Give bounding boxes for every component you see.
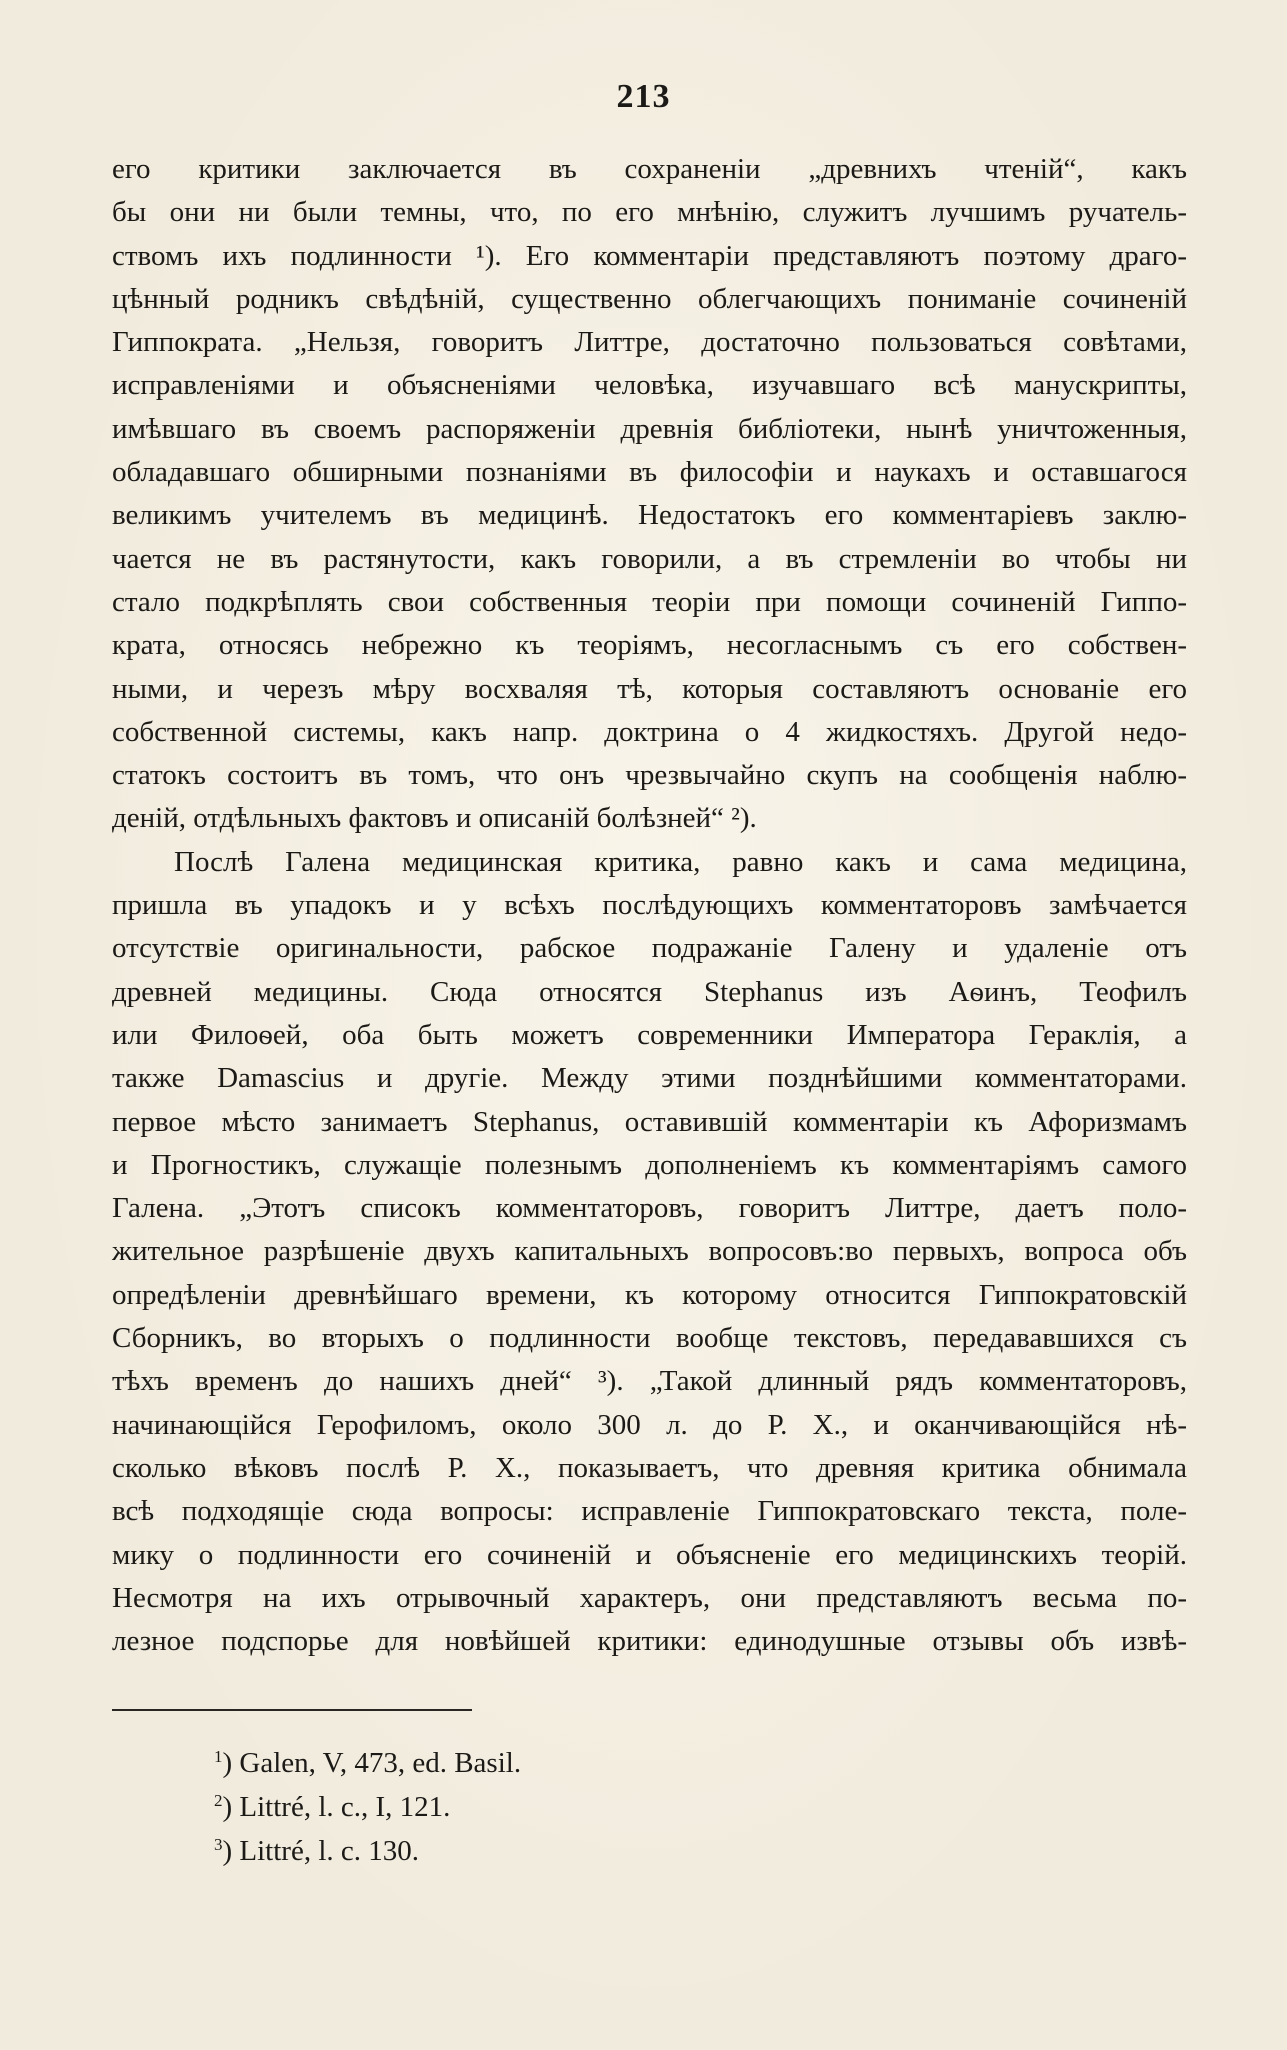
text-line: деній, отдѣльныхъ фактовъ и описаній болѣзней“ ²). [112, 802, 757, 835]
text-line: обладавшаго обширными познаніями въ философіи и наукахъ и оставшагося [112, 456, 1187, 489]
text-line: пришла въ упадокъ и у всѣхъ послѣдующихъ комментаторовъ замѣчается [112, 889, 1187, 922]
text-line: сколько вѣковъ послѣ Р. X., показываетъ, что древняя критика обнимала [112, 1451, 1187, 1484]
paragraph-start-line: Послѣ Галена медицинская критика, равно какъ и сама медицина, [174, 845, 1187, 878]
footnote-2 [214, 1779, 521, 1823]
footnotes [214, 1735, 521, 1867]
text-line: Сборникъ, во вторыхъ о подлинности вообще текстовъ, передававшихся съ [112, 1322, 1187, 1355]
text-line: цѣнный родникъ свѣдѣній, существенно облегчающихъ пониманіе сочиненій [112, 282, 1187, 315]
text-line: древней медицины. Сюда относятся Stephanus изъ Аѳинъ, Теофилъ [112, 975, 1187, 1008]
page-number: 213 [616, 78, 671, 115]
text-line: исправленіями и объясненіями человѣка, изучавшаго всѣ манускрипты, [112, 369, 1187, 402]
text-line: имѣвшаго въ своемъ распоряженіи древнія библіотеки, нынѣ уничтоженныя, [112, 412, 1187, 445]
footnote-text: ) Littré, l. c., I, 121. [222, 1791, 451, 1823]
text-line: опредѣленіи древнѣйшаго времени, къ которому относится Гиппократовскій [112, 1278, 1187, 1311]
footnote-mark: 3 [214, 1835, 223, 1854]
footnote-divider [112, 1709, 472, 1711]
footnote-text: ) Littré, l. c. 130. [222, 1835, 420, 1867]
text-line: всѣ подходящіе сюда вопросы: исправленіе Гиппократовскаго текста, поле- [112, 1495, 1187, 1528]
text-line: или Филоѳей, оба быть можетъ современники Императора Гераклія, а [112, 1018, 1187, 1051]
text-line: его критики заключается въ сохраненіи „древнихъ чтеній“, какъ [112, 153, 1187, 185]
text-line: начинающійся Герофиломъ, около 300 л. до Р. X., и оканчивающійся нѣ- [112, 1408, 1187, 1441]
footnote-text: ) Galen, V, 473, ed. Basil. [222, 1747, 522, 1779]
text-line: и Прогностикъ, служащіе полезнымъ дополненіемъ къ комментаріямъ самого [112, 1148, 1187, 1181]
text-line: крата, относясь небрежно къ теоріямъ, несогласнымъ съ его собствен- [112, 629, 1187, 662]
text-line: первое мѣсто занимаетъ Stephanus, оставившій комментаріи къ Афоризмамъ [112, 1105, 1187, 1138]
text-line: ствомъ ихъ подлинности ¹). Его комментаріи представляютъ поэтому драго- [112, 239, 1187, 272]
text-line: Гиппократа. „Нельзя, говоритъ Литтре, достаточно пользоваться совѣтами, [112, 326, 1187, 359]
text-line: статокъ состоитъ въ томъ, что онъ чрезвычайно скупъ на сообщенія наблю- [112, 759, 1187, 792]
text-line: также Damascius и другіе. Между этими позднѣйшими комментаторами. [112, 1062, 1187, 1095]
text-line: великимъ учителемъ въ медицинѣ. Недостатокъ его комментаріевъ заклю- [112, 499, 1187, 532]
text-line: чается не въ растянутости, какъ говорили, а въ стремленіи во чтобы ни [112, 542, 1187, 575]
text-line: тѣхъ временъ до нашихъ дней“ ³). „Такой длинный рядъ комментаторовъ, [112, 1365, 1187, 1398]
text-line: Несмотря на ихъ отрывочный характеръ, они представляютъ весьма по- [112, 1581, 1187, 1614]
footnote-mark: 1 [214, 1747, 223, 1766]
text-line: собственной системы, какъ напр. доктрина о 4 жидкостяхъ. Другой недо- [112, 715, 1187, 748]
text-line: Галена. „Этотъ списокъ комментаторовъ, говоритъ Литтре, даетъ поло- [112, 1192, 1187, 1225]
footnote-1 [214, 1735, 521, 1779]
footnote-mark: 2 [214, 1791, 223, 1810]
text-line: отсутствіе оригинальности, рабское подражаніе Галену и удаленіе отъ [112, 932, 1187, 965]
text-line: мику о подлинности его сочиненій и объясненіе его медицинскихъ теорій. [112, 1538, 1187, 1571]
body-text [112, 148, 1187, 1663]
text-line: лезное подспорье для новѣйшей критики: единодушные отзывы объ извѣ- [112, 1625, 1187, 1658]
text-line: бы они ни были темны, что, по его мнѣнію, служитъ лучшимъ ручатель- [112, 196, 1187, 229]
footnote-3 [214, 1823, 521, 1867]
text-line: ными, и черезъ мѣру восхваляя тѣ, которыя составляютъ основаніе его [112, 672, 1187, 705]
text-line: стало подкрѣплять свои собственныя теоріи при помощи сочиненій Гиппо- [112, 585, 1187, 618]
text-line: жительное разрѣшеніе двухъ капитальныхъ вопросовъ:во первыхъ, вопроса объ [112, 1235, 1187, 1268]
